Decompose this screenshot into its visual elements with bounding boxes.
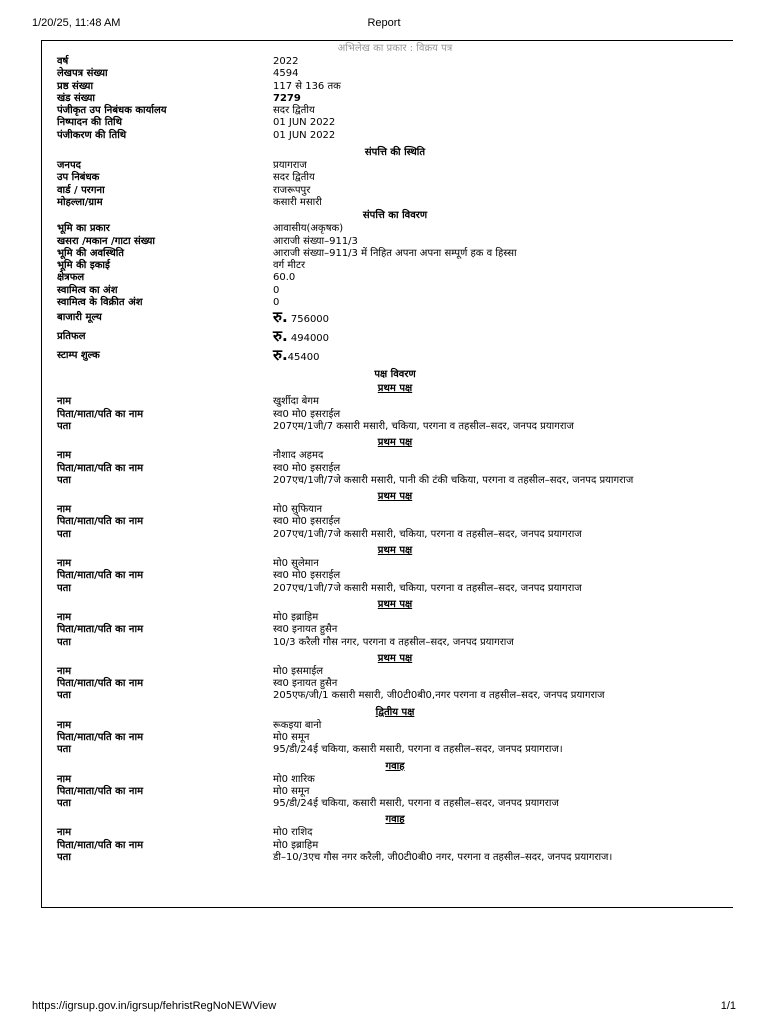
party-heading: प्रथम पक्ष bbox=[377, 652, 413, 664]
field-label: जनपद bbox=[57, 160, 81, 172]
field-value: मो0 समून bbox=[273, 785, 310, 797]
party-address-row bbox=[57, 529, 733, 541]
party-address-row bbox=[57, 744, 733, 756]
field-label: नाम bbox=[57, 719, 72, 731]
party-name-row bbox=[57, 774, 733, 786]
print-datetime: 1/20/25, 11:48 AM bbox=[32, 17, 121, 29]
party-name-row bbox=[57, 827, 733, 839]
field-label: नाम bbox=[57, 665, 72, 677]
party-heading: गवाह bbox=[385, 814, 405, 826]
field-value: मो0 इब्राहिम bbox=[273, 611, 319, 623]
field-value: मो0 शारिक bbox=[273, 773, 315, 785]
field-label: पता bbox=[57, 744, 71, 756]
field-label: निष्पादन की तिथि bbox=[57, 117, 122, 129]
amount-value bbox=[273, 347, 733, 366]
location-row bbox=[57, 185, 733, 197]
party-address-row bbox=[57, 852, 733, 864]
field-label: पिता/माता/पति का नाम bbox=[57, 516, 144, 528]
field-value: 7279 bbox=[273, 92, 301, 104]
party-name-row bbox=[57, 720, 733, 732]
party-parent-row bbox=[57, 786, 733, 798]
field-value: 2022 bbox=[273, 56, 299, 67]
field-label: नाम bbox=[57, 773, 72, 785]
field-value: 207एच/1जी/7जे कसारी मसारी, चकिया, परगना व तहसील–सदर, जनपद प्रयागराज bbox=[273, 582, 582, 594]
field-value: स्व0 मो0 इसराईल bbox=[273, 408, 341, 420]
field-label: स्वामित्व के विक्रीत अंश bbox=[57, 297, 143, 309]
field-value: 207एम/1जी/7 कसारी मसारी, चकिया, परगना व तहसील–सदर, जनपद प्रयागराज bbox=[273, 420, 574, 432]
location-row bbox=[57, 172, 733, 184]
amount-row bbox=[57, 347, 733, 366]
field-label: प्रष्ठ संख्या bbox=[57, 80, 94, 92]
party-address-row bbox=[57, 583, 733, 595]
party-heading: प्रथम पक्ष bbox=[377, 437, 413, 449]
party-heading: प्रथम पक्ष bbox=[377, 598, 413, 610]
party-parent-row bbox=[57, 678, 733, 690]
property-row bbox=[57, 248, 733, 260]
field-label: पिता/माता/पति का नाम bbox=[57, 570, 144, 582]
field-value: 10/3 करैली गौस नगर, परगना व तहसील–सदर, जनपद प्रयागराज bbox=[273, 636, 514, 648]
property-location bbox=[57, 160, 733, 209]
field-label: खसरा /मकान /गाटा संख्या bbox=[57, 235, 156, 247]
party-heading: गवाह bbox=[385, 760, 405, 772]
registration-row bbox=[57, 93, 733, 105]
field-value: 95/डी/24ई चकिया, कसारी मसारी, परगना व तहसील–सदर, जनपद प्रयागराज bbox=[273, 798, 559, 810]
amount-row bbox=[57, 309, 733, 328]
field-value: खुर्शीदा बेगम bbox=[273, 396, 319, 408]
field-label: पिता/माता/पति का नाम bbox=[57, 408, 144, 420]
field-label: पंजीकृत उप निबंधक कार्यालय bbox=[57, 105, 167, 117]
field-label: स्वामित्व का अंश bbox=[57, 284, 118, 296]
field-value: मो0 समून bbox=[273, 731, 310, 743]
field-value: 01 JUN 2022 bbox=[273, 129, 336, 141]
amount-value bbox=[273, 309, 733, 328]
field-value: कसारी मसारी bbox=[273, 196, 322, 208]
field-label: वार्ड / परगना bbox=[57, 184, 105, 196]
field-label: वर्ष bbox=[57, 56, 69, 67]
field-value: 0 bbox=[273, 284, 280, 296]
amount-label: प्रतिफल bbox=[57, 331, 86, 343]
property-row bbox=[57, 285, 733, 297]
property-details bbox=[57, 223, 733, 309]
field-value: नौशाद अहमद bbox=[273, 450, 324, 462]
field-value: आराजी संख्या–911/3 में निहित अपना अपना सम्पूर्ण हक व हिस्सा bbox=[273, 247, 517, 259]
amount-number: 494000 bbox=[287, 333, 330, 345]
amount-value bbox=[273, 328, 733, 347]
party-parent-row bbox=[57, 570, 733, 582]
parties-heading: पक्ष विवरण bbox=[374, 369, 416, 381]
field-label: पिता/माता/पति का नाम bbox=[57, 731, 144, 743]
registration-row bbox=[57, 81, 733, 93]
amount-number: 45400 bbox=[287, 352, 320, 364]
field-label: नाम bbox=[57, 611, 72, 623]
field-value: 117 से 136 तक bbox=[273, 80, 341, 92]
field-value: सदर द्वितीय bbox=[273, 172, 315, 184]
field-value: मो0 सुफियान bbox=[273, 504, 323, 516]
party-name-row bbox=[57, 396, 733, 408]
field-value: मो0 इसमाईल bbox=[273, 665, 324, 677]
field-label: पता bbox=[57, 420, 71, 432]
field-value: 95/डी/24ई चकिया, कसारी मसारी, परगना व तहसील–सदर, जनपद प्रयागराज। bbox=[273, 744, 563, 756]
party-name-row bbox=[57, 666, 733, 678]
field-label: पता bbox=[57, 636, 71, 648]
party-name-row bbox=[57, 612, 733, 624]
field-value: 4594 bbox=[273, 68, 299, 80]
field-value: 01 JUN 2022 bbox=[273, 117, 336, 129]
field-label: नाम bbox=[57, 558, 72, 570]
registration-row bbox=[57, 117, 733, 129]
registration-details bbox=[57, 56, 733, 142]
party-name-row bbox=[57, 504, 733, 516]
rupee-symbol: रु. bbox=[273, 346, 288, 365]
location-heading: संपत्ति की स्थिति bbox=[364, 147, 426, 159]
field-label: पता bbox=[57, 582, 71, 594]
field-value: स्व0 इनायत हुसैन bbox=[273, 624, 338, 636]
party-address-row bbox=[57, 637, 733, 649]
party-parent-row bbox=[57, 624, 733, 636]
party-heading: प्रथम पक्ष bbox=[377, 545, 413, 557]
field-value: मो0 सुलेमान bbox=[273, 558, 319, 570]
registration-row bbox=[57, 68, 733, 80]
page-url: https://igrsup.gov.in/igrsup/fehristRegNoNEWView bbox=[32, 1000, 277, 1012]
field-value: 207एच/1जी/7जे कसारी मसारी, चकिया, परगना व तहसील–सदर, जनपद प्रयागराज bbox=[273, 528, 582, 540]
field-value: स्व0 इनायत हुसैन bbox=[273, 678, 338, 690]
amount-row bbox=[57, 328, 733, 347]
document-type: अभिलेख का प्रकार : विक्रय पत्र bbox=[337, 43, 453, 54]
print-title: Report bbox=[367, 17, 401, 29]
field-value: 207एच/1जी/7जे कसारी मसारी, पानी की टंकी चकिया, परगना व तहसील–सदर, जनपद प्रयागराज bbox=[273, 474, 634, 486]
field-label: खंड संख्या bbox=[57, 92, 96, 104]
field-value: डी–10/3एच गौस नगर करैली, जी0टी0बी0 नगर, परगना व तहसील–सदर, जनपद प्रयागराज। bbox=[273, 852, 613, 864]
field-value: आराजी संख्या–911/3 bbox=[273, 235, 358, 247]
party-heading: प्रथम पक्ष bbox=[377, 491, 413, 503]
amount-number: 756000 bbox=[287, 314, 330, 326]
party-parent-row bbox=[57, 463, 733, 475]
field-label: पता bbox=[57, 528, 71, 540]
field-label: नाम bbox=[57, 450, 72, 462]
field-label: नाम bbox=[57, 827, 72, 839]
field-value: 0 bbox=[273, 297, 280, 309]
parties bbox=[57, 382, 733, 867]
field-label: पता bbox=[57, 798, 71, 810]
field-value: रूकइया बानो bbox=[273, 719, 322, 731]
field-label: क्षेत्रफल bbox=[57, 272, 85, 284]
field-value: स्व0 मो0 इसराईल bbox=[273, 570, 341, 582]
property-row bbox=[57, 223, 733, 235]
field-value: स्व0 मो0 इसराईल bbox=[273, 462, 341, 474]
property-row bbox=[57, 297, 733, 309]
registration-row bbox=[57, 130, 733, 142]
amounts bbox=[57, 309, 733, 366]
field-value: 205एफ/जी/1 कसारी मसारी, जी0टी0बी0,नगर परगना व तहसील–सदर, जनपद प्रयागराज bbox=[273, 690, 605, 702]
field-label: लेखपत्र संख्या bbox=[57, 68, 108, 80]
amount-label: बाजारी मूल्य bbox=[57, 312, 102, 324]
party-address-row bbox=[57, 421, 733, 433]
field-label: मोहल्ला/ग्राम bbox=[57, 196, 103, 208]
amount-label: स्टाम्प शुल्क bbox=[57, 350, 100, 362]
party-address-row bbox=[57, 690, 733, 702]
party-address-row bbox=[57, 475, 733, 487]
location-row bbox=[57, 197, 733, 209]
field-label: पता bbox=[57, 474, 71, 486]
registration-row bbox=[57, 105, 733, 117]
spacer bbox=[57, 864, 733, 867]
field-label: भूमि की इकाई bbox=[57, 260, 110, 272]
field-label: पिता/माता/पति का नाम bbox=[57, 839, 144, 851]
field-label: पता bbox=[57, 690, 71, 702]
field-value: वर्ग मीटर bbox=[273, 260, 306, 272]
property-row bbox=[57, 260, 733, 272]
field-label: पिता/माता/पति का नाम bbox=[57, 462, 144, 474]
field-value: सदर द्वितीय bbox=[273, 105, 315, 117]
field-label: पता bbox=[57, 852, 71, 864]
field-label: पिता/माता/पति का नाम bbox=[57, 678, 144, 690]
party-parent-row bbox=[57, 409, 733, 421]
page-number: 1/1 bbox=[720, 1000, 736, 1012]
party-parent-row bbox=[57, 732, 733, 744]
field-value: स्व0 मो0 इसराईल bbox=[273, 516, 341, 528]
party-address-row bbox=[57, 798, 733, 810]
field-value: प्रयागराज bbox=[273, 160, 307, 172]
party-heading: द्वितीय पक्ष bbox=[375, 706, 415, 718]
property-row bbox=[57, 272, 733, 284]
property-row bbox=[57, 236, 733, 248]
party-name-row bbox=[57, 450, 733, 462]
field-label: भूमि की अवस्थिति bbox=[57, 247, 124, 259]
field-label: पिता/माता/पति का नाम bbox=[57, 785, 144, 797]
registration-row bbox=[57, 56, 733, 68]
location-row bbox=[57, 160, 733, 172]
party-parent-row bbox=[57, 516, 733, 528]
field-label: पिता/माता/पति का नाम bbox=[57, 624, 144, 636]
field-value: 60.0 bbox=[273, 272, 296, 284]
rupee-symbol: रु. bbox=[273, 327, 288, 346]
field-label: नाम bbox=[57, 504, 72, 516]
report-body bbox=[57, 42, 733, 867]
field-label: पंजीकरण की तिथि bbox=[57, 129, 127, 141]
field-label: नाम bbox=[57, 396, 72, 408]
field-value: मो0 इब्राहिम bbox=[273, 839, 319, 851]
field-value: आवासीय(अकृषक) bbox=[273, 223, 344, 235]
rupee-symbol: रु. bbox=[273, 308, 288, 327]
party-parent-row bbox=[57, 840, 733, 852]
field-value: मो0 राशिद bbox=[273, 827, 313, 839]
property-heading: संपत्ति का विवरण bbox=[362, 210, 428, 222]
field-label: उप निबंधक bbox=[57, 172, 100, 184]
field-label: भूमि का प्रकार bbox=[57, 223, 110, 235]
field-value: राजरूपपुर bbox=[273, 184, 311, 196]
party-name-row bbox=[57, 558, 733, 570]
party-heading: प्रथम पक्ष bbox=[377, 383, 413, 395]
